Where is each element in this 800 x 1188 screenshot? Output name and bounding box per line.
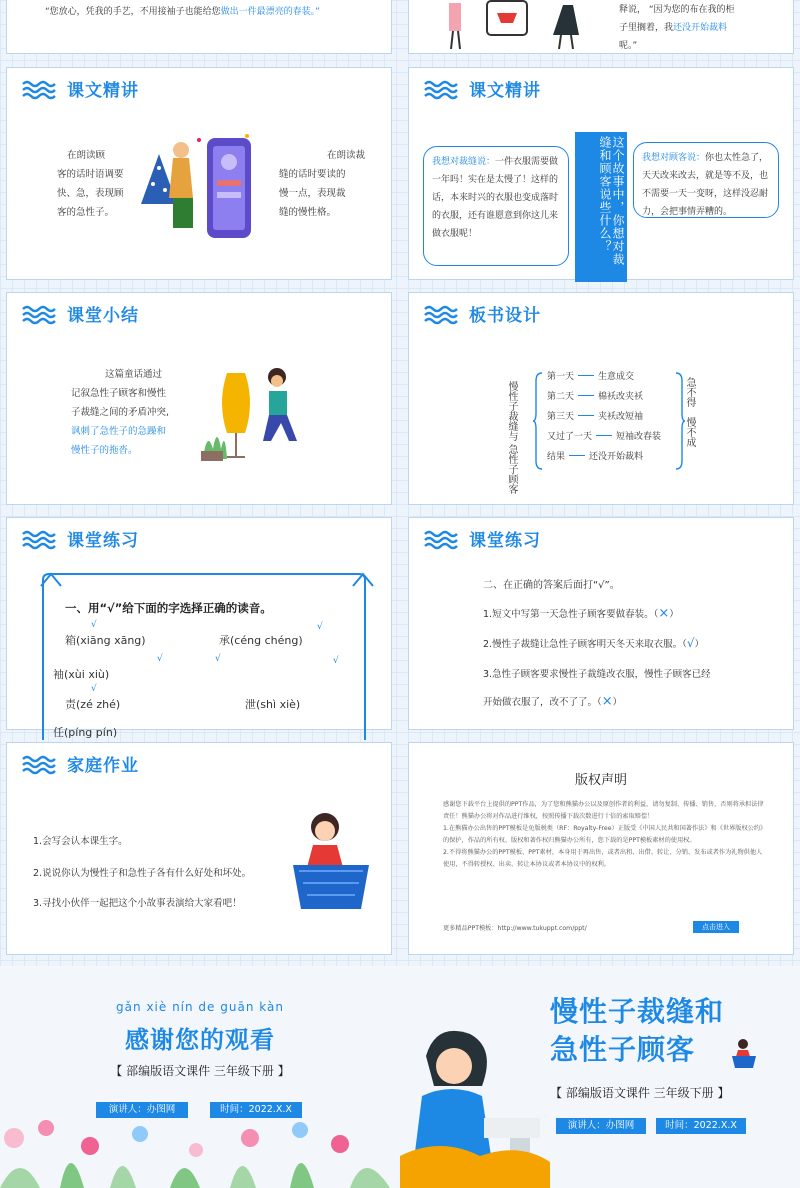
wave-icon (423, 304, 461, 324)
slide-title: 课堂练习 (67, 531, 139, 551)
board-left-vertical: 慢性子裁缝与 急性子顾客 (506, 381, 517, 495)
copyright-title: 版权声明 (574, 773, 627, 788)
slide-exercise-2 (408, 517, 794, 730)
board-row-2: 第二天 棉袄改夹袄 (547, 392, 644, 402)
pinyin-item-3: 袖(xùi xiù) (53, 668, 110, 681)
pinyin-item-5: 泄(shì xiè) (245, 698, 301, 711)
slide-summary (6, 292, 392, 505)
wave-icon (21, 754, 59, 774)
story-line-2: 子里搁着，我 (619, 23, 674, 33)
left-brace (533, 371, 543, 471)
slide-title: 课堂练习 (469, 531, 541, 551)
slide-thanks (0, 966, 400, 1188)
check-mark-5: √ (333, 656, 339, 666)
customer-message-bubble: 我想对顾客说：你也太性急了，天天改来改去，就是等不及，也不需要一天一变呀，这样没忍耐力，会把事情弄糟的。 (633, 142, 779, 218)
pinyin-item-4: 责(zé zhé) (65, 698, 121, 711)
exercise2-heading: 二、在正确的答案后面打“√”。 (483, 580, 620, 591)
pinyin-item-6: 任(píng pín) (53, 726, 118, 739)
slide-homework (6, 742, 392, 955)
story-line-3: 呢。” (619, 41, 638, 51)
homework-item-1: 1.会写会认本课生字。 (33, 836, 128, 847)
check-mark-4: √ (215, 654, 221, 664)
wave-icon (423, 79, 461, 99)
story-line-2-blue: 还没开始裁料 (673, 23, 728, 33)
thanks-subtitle: 【 部编版语文课件 三年级下册 】 (110, 1064, 290, 1078)
characters-illustration (439, 0, 619, 51)
girl-in-basket-illustration (289, 809, 373, 913)
slide-key-points-2 (408, 67, 794, 280)
copyright-body: 感谢您下载平台上提供的PPT作品，为了您和熊猫办公以及原创作者的利益，请勿复制、传播、销售，否则将承担法律责任！熊猫办公将对作品进行维权，按照传播下载次数进行十倍的索取赔偿！ 1.在熊猫办公出售的PPT模板是免版税类（RF：Royalty-Free）正版受《中国人民共和国著作法》和《世界版权公约》的保护，作品的所有权、版权和著作权归熊猫办公所有，您下载的是PPT模板素材的使用权。 2.不得将熊猫办公的PPT模板、PPT素材，本身用于再出售，或者出租、出借、转让、分销、发布或者作为礼物供他人使用，不得转授权、出卖、转让本协议或者本协议中的权利。 (443, 801, 764, 868)
seamstress-illustration (197, 363, 307, 463)
enter-button[interactable]: 点击进入 (693, 921, 739, 933)
tailor-message-bubble: 我想对裁缝说：一件衣服需要做一年吗！实在是太慢了！这样的话，本来时兴的衣服也变成落时的衣服，还有谁愿意到你这儿来做衣服呢！ (423, 146, 569, 266)
board-row-1: 第一天 生意成交 (547, 372, 635, 382)
board-row-3: 第三天 夹袄改短袖 (547, 412, 644, 422)
homework-item-3: 3.寻找小伙伴一起把这个小故事表演给大家看吧！ (33, 898, 242, 909)
slide-title: 课堂小结 (67, 306, 139, 326)
summary-text: 这篇童话通过 记叙急性子顾客和慢性 子裁缝之间的矛盾冲突, 讽刺了急性子的急躁和 慢性子的拖沓。 (71, 369, 170, 456)
slide-title: 板书设计 (469, 306, 541, 326)
wave-icon (423, 529, 461, 549)
story-line-1: 释说， “因为您的布在我的柜 (619, 5, 735, 15)
slide-key-points-1 (6, 67, 392, 280)
board-right-vertical: 急不得慢不成 (684, 377, 695, 447)
board-row-4: 又过了一天 短袖改春装 (547, 432, 662, 442)
more-templates-link[interactable]: 更多精品PPT模板：http://www.tukuppt.com/ppt/ (443, 925, 587, 932)
cover-title-line2: 急性子顾客 (550, 1033, 696, 1066)
homework-item-2: 2.说说你认为慢性子和急性子各有什么好处和坏处。 (33, 868, 252, 879)
wave-icon (21, 79, 59, 99)
exercise-question: 一、用“√”给下面的字选择正确的读音。 (65, 601, 272, 615)
basket-girl-icon (730, 1038, 758, 1070)
quote-text: “您放心，凭我的手艺，不用接袖子也能给您 (45, 7, 221, 17)
slide-copyright (408, 742, 794, 955)
exercise2-q3b: 开始做衣服了，改不了了。（×） (483, 694, 623, 709)
slide-title: 课文精讲 (67, 81, 139, 101)
check-mark-2: √ (317, 622, 323, 632)
quote-blue-text: 做出一件最漂亮的春装。” (220, 7, 320, 17)
speaker-badge: 演讲人：办图网 (96, 1102, 188, 1118)
exercise2-q2: 2.慢性子裁缝让急性子顾客明天冬天来取衣服。（√） (483, 636, 704, 650)
check-mark-6: √ (91, 684, 97, 694)
pinyin-item-1: 箱(xiāng xāng) (65, 634, 146, 647)
right-reading-tip: 在朗读裁 缝的话时要读的 慢一点，表现裁 缝的慢性格。 (279, 150, 366, 218)
check-mark-3: √ (157, 654, 163, 664)
thanks-pinyin: gǎn xiè nín de guān kàn (116, 1000, 284, 1014)
pinyin-item-2: 承(céng chéng) (219, 634, 303, 647)
exercise2-q1: 1.短文中写第一天急性子顾客要做春装。（×） (483, 606, 679, 621)
slide-exercise-1 (6, 517, 392, 739)
slide-board-design (408, 292, 794, 505)
cover-speaker-badge: 演讲人：办图网 (556, 1118, 646, 1134)
slide-title: 家庭作业 (67, 756, 139, 776)
slide-title: 课文精讲 (469, 81, 541, 101)
cover-title-line1: 慢性子裁缝和 (550, 995, 725, 1028)
wave-icon (21, 304, 59, 324)
flowers-decoration-icon (0, 1116, 400, 1188)
shopping-phone-illustration (129, 128, 269, 248)
cover-time-badge: 时间：2022.X.X (656, 1118, 746, 1134)
exercise2-q3a: 3.急性子顾客要求慢性子裁缝改衣服，慢性子顾客已经 (483, 669, 711, 680)
cover-subtitle: 【 部编版语文课件 三年级下册 】 (550, 1086, 730, 1100)
time-badge: 时间：2022.X.X (210, 1102, 302, 1118)
thanks-title: 感谢您的观看 (125, 1026, 275, 1054)
left-reading-tip: 在朗读顾 客的话时语调要 快、急，表现顾 客的急性子。 (57, 150, 124, 218)
woman-sewing-illustration (400, 1026, 550, 1188)
wave-icon (21, 529, 59, 549)
check-mark-1: √ (91, 620, 97, 630)
slide-story-left (6, 0, 392, 54)
board-row-5: 结果 还没开始裁料 (547, 452, 644, 462)
slide-story-right (408, 0, 794, 54)
center-question: 这个故事中，你想对裁缝和顾客说些什么？ (575, 132, 627, 282)
slide-cover (400, 966, 800, 1188)
